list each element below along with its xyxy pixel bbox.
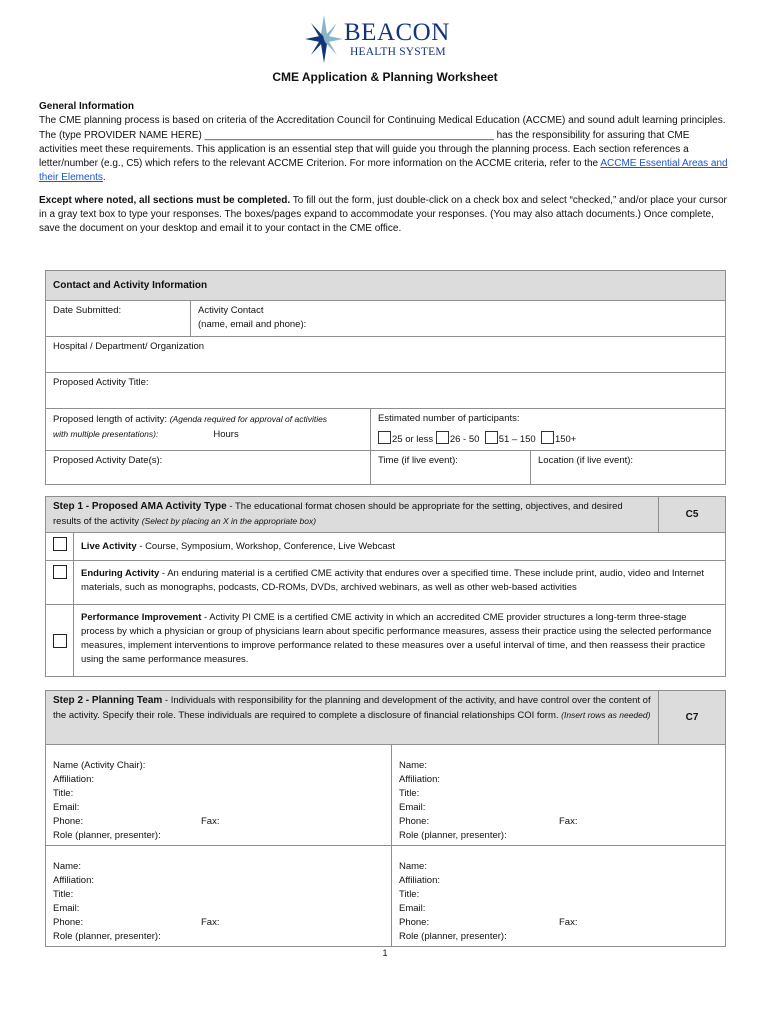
live-activity-option: Live Activity - Course, Symposium, Workshop, Conference, Live Webcast — [74, 533, 726, 561]
step2-criterion: C7 — [659, 691, 726, 745]
step2-table — [45, 690, 726, 947]
logo-wordmark: BEACON — [344, 19, 450, 46]
general-text-end: . — [102, 172, 106, 184]
general-heading: General Information — [39, 101, 135, 112]
instructions-text: To fill out the form, just double-click on a check box and select “checked,” and/or place your cursor in a gray text box to type your responses. The boxes/pages expand to accommodate your responses. (You may also attach documents.) Once complete, save the document on your desktop and email it to your contact in the CME office. — [39, 194, 727, 235]
general-text: The CME planning process is based on criteria of the Accreditation Council for Continuing Medical Education (ACCME) and sound adult learning principles. The (type PROVIDER NAME HERE) ____________________________________________________ has the responsibility for assuring that CME activities meet these requirements. This application is an essential step that will guide you through the planning process. Each section references a letter/number (e.g., C5) which refers to the relevant ACCME Criterion. For more information on the ACCME criteria, refer to the — [39, 115, 726, 170]
instructions-paragraph — [39, 194, 729, 237]
step1-header: Step 1 - Proposed AMA Activity Type - The educational format chosen should be appropriate for the setting, objectives, and desired results of the activity (Select by placing an X in the appropriate box) — [46, 497, 659, 533]
accme-link[interactable]: ACCME Essential Areas and their Elements — [39, 158, 728, 184]
contact-activity-table — [45, 270, 726, 485]
planner-card-4[interactable]: Name: Affiliation: Title: Email: Phone: Fax: Role (planner, presenter): — [392, 846, 726, 947]
contact-header: Contact and Activity Information — [46, 271, 726, 301]
step2-header: Step 2 - Planning Team - Individuals with responsibility for the planning and development of the activity, and have control over the content of the activity. Specify their role. These individuals are required to complete a disclosure of financial relationships COI form. (Insert rows as needed) — [46, 691, 659, 745]
page-number: 1 — [382, 948, 388, 958]
performance-improvement-option: Performance Improvement - Activity PI CME is a certified CME activity in which an accredited CME provider structures a long-term three-stage process by which a physician or group of physicians learn about specific performance measures, assess their practice using the selected performance measures, implement interventions to improve performance related to these measures over a useful interval of time, and then reassess their practice using the same performance measures. — [74, 605, 726, 677]
location-field[interactable]: Location (if live event): — [531, 451, 726, 485]
instructions-bold: Except where noted, all sections must be completed. — [39, 194, 291, 206]
beacon-logo — [304, 14, 464, 66]
page-title: CME Application & Planning Worksheet — [272, 70, 498, 84]
participants-field: Estimated number of participants: 25 or less 26 - 50 51 – 150 150+ — [371, 409, 726, 451]
step1-criterion: C5 — [659, 497, 726, 533]
activity-contact-field[interactable]: Activity Contact (name, email and phone): — [191, 301, 726, 337]
general-information — [39, 100, 729, 237]
live-activity-checkbox-cell[interactable] — [46, 533, 74, 561]
planner-card-2[interactable]: Name: Affiliation: Title: Email: Phone: Fax: Role (planner, presenter): — [392, 745, 726, 846]
activity-dates-field[interactable]: Proposed Activity Date(s): — [46, 451, 371, 485]
enduring-activity-checkbox-cell[interactable] — [46, 561, 74, 605]
planner-card-chair[interactable]: Name (Activity Chair): Affiliation: Title: Email: Phone: Fax: Role (planner, presenter): — [46, 745, 392, 846]
activity-title-field[interactable]: Proposed Activity Title: — [46, 373, 726, 409]
opt-150-plus-checkbox[interactable] — [541, 431, 554, 444]
logo-tagline: HEALTH SYSTEM — [350, 46, 446, 58]
general-paragraph — [39, 114, 729, 185]
date-submitted-field[interactable]: Date Submitted: — [46, 301, 191, 337]
opt-26-50-checkbox[interactable] — [436, 431, 449, 444]
opt-51-150-checkbox[interactable] — [485, 431, 498, 444]
star-burst-icon — [304, 14, 344, 64]
live-activity-checkbox[interactable] — [53, 537, 67, 551]
time-field[interactable]: Time (if live event): — [371, 451, 531, 485]
step1-table — [45, 496, 726, 677]
performance-improvement-checkbox[interactable] — [53, 634, 67, 648]
enduring-activity-checkbox[interactable] — [53, 565, 67, 579]
hospital-field[interactable]: Hospital / Department/ Organization — [46, 337, 726, 373]
enduring-activity-option: Enduring Activity - An enduring material is a certified CME activity that endures over a specified time. These include print, audio, video and Internet materials, such as monographs, podcasts, CD-ROMs, DVDs, archived webinars, as well as other web-based activities — [74, 561, 726, 605]
opt-25-checkbox[interactable] — [378, 431, 391, 444]
pi-checkbox-cell[interactable] — [46, 605, 74, 677]
planner-card-3[interactable]: Name: Affiliation: Title: Email: Phone: Fax: Role (planner, presenter): — [46, 846, 392, 947]
activity-length-field[interactable]: Proposed length of activity: (Agenda required for approval of activities with multiple presentations): Hours — [46, 409, 371, 451]
